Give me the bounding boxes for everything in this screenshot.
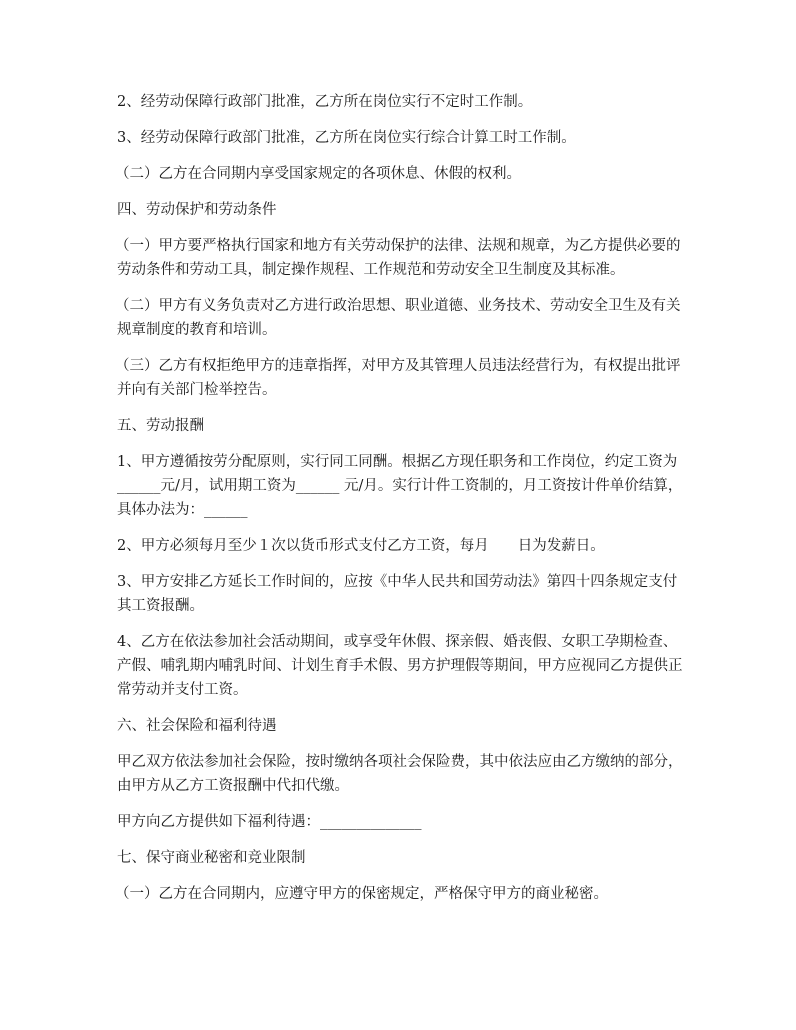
paragraph-payday: 2、甲方必须每月至少１次以货币形式支付乙方工资，每月 日为发薪日。 (117, 538, 605, 554)
paragraph-wage-principle: 1、甲方遵循按劳分配原则，实行同工同酬。根据乙方现任职务和工作岗位，约定工资为______元/月，试用期工资为______ 元/月。实行计件工资制的，月工资按计件单价结算，具体办法为：______ (117, 454, 683, 518)
paragraph-rest-rights: （二）乙方在合同期内享受国家规定的各项休息、休假的权利。 (115, 166, 521, 182)
paragraph-welfare: 甲方向乙方提供如下福利待遇：______________ (117, 814, 422, 830)
paragraph-leave-pay: 4、乙方在依法参加社会活动期间，或享受年休假、探亲假、婚丧假、女职工孕期检查、产假、哺乳期内哺乳时间、计划生育手术假、男方护理假等期间，甲方应视同乙方提供正常劳动并支付工资。 (117, 634, 683, 698)
paragraph-protection-duty: （一）甲方要严格执行国家和地方有关劳动保护的法律、法规和规章，为乙方提供必要的劳动条件和劳动工具，制定操作规程、工作规范和劳动安全卫生制度及其标准。 (115, 238, 681, 278)
paragraph-insurance-contribution: 甲乙双方依法参加社会保险，按时缴纳各项社会保险费，其中依法应由乙方缴纳的部分，由甲方从乙方工资报酬中代扣代缴。 (117, 754, 683, 794)
document-body (117, 90, 683, 918)
paragraph-overtime-pay: 3、甲方安排乙方延长工作时间的，应按《中华人民共和国劳动法》第四十四条规定支付其工资报酬。 (117, 574, 678, 614)
section-heading-social-insurance: 六、社会保险和福利待遇 (117, 718, 277, 734)
section-heading-labor-protection: 四、劳动保护和劳动条件 (117, 202, 277, 218)
paragraph-trade-secrets: （一）乙方在合同期内，应遵守甲方的保密规定，严格保守甲方的商业秘密。 (115, 886, 608, 902)
section-heading-remuneration: 五、劳动报酬 (117, 418, 204, 434)
paragraph-comprehensive-hours: 3、经劳动保障行政部门批准，乙方所在岗位实行综合计算工时工作制。 (117, 130, 576, 146)
paragraph-training-duty: （二）甲方有义务负责对乙方进行政治思想、职业道德、业务技术、劳动安全卫生及有关规章制度的教育和培训。 (115, 298, 681, 338)
paragraph-refusal-right: （三）乙方有权拒绝甲方的违章指挥，对甲方及其管理人员违法经营行为，有权提出批评并向有关部门检举控告。 (115, 358, 681, 398)
section-heading-confidentiality: 七、保守商业秘密和竞业限制 (117, 850, 306, 866)
paragraph-irregular-hours: 2、经劳动保障行政部门批准，乙方所在岗位实行不定时工作制。 (117, 94, 533, 110)
